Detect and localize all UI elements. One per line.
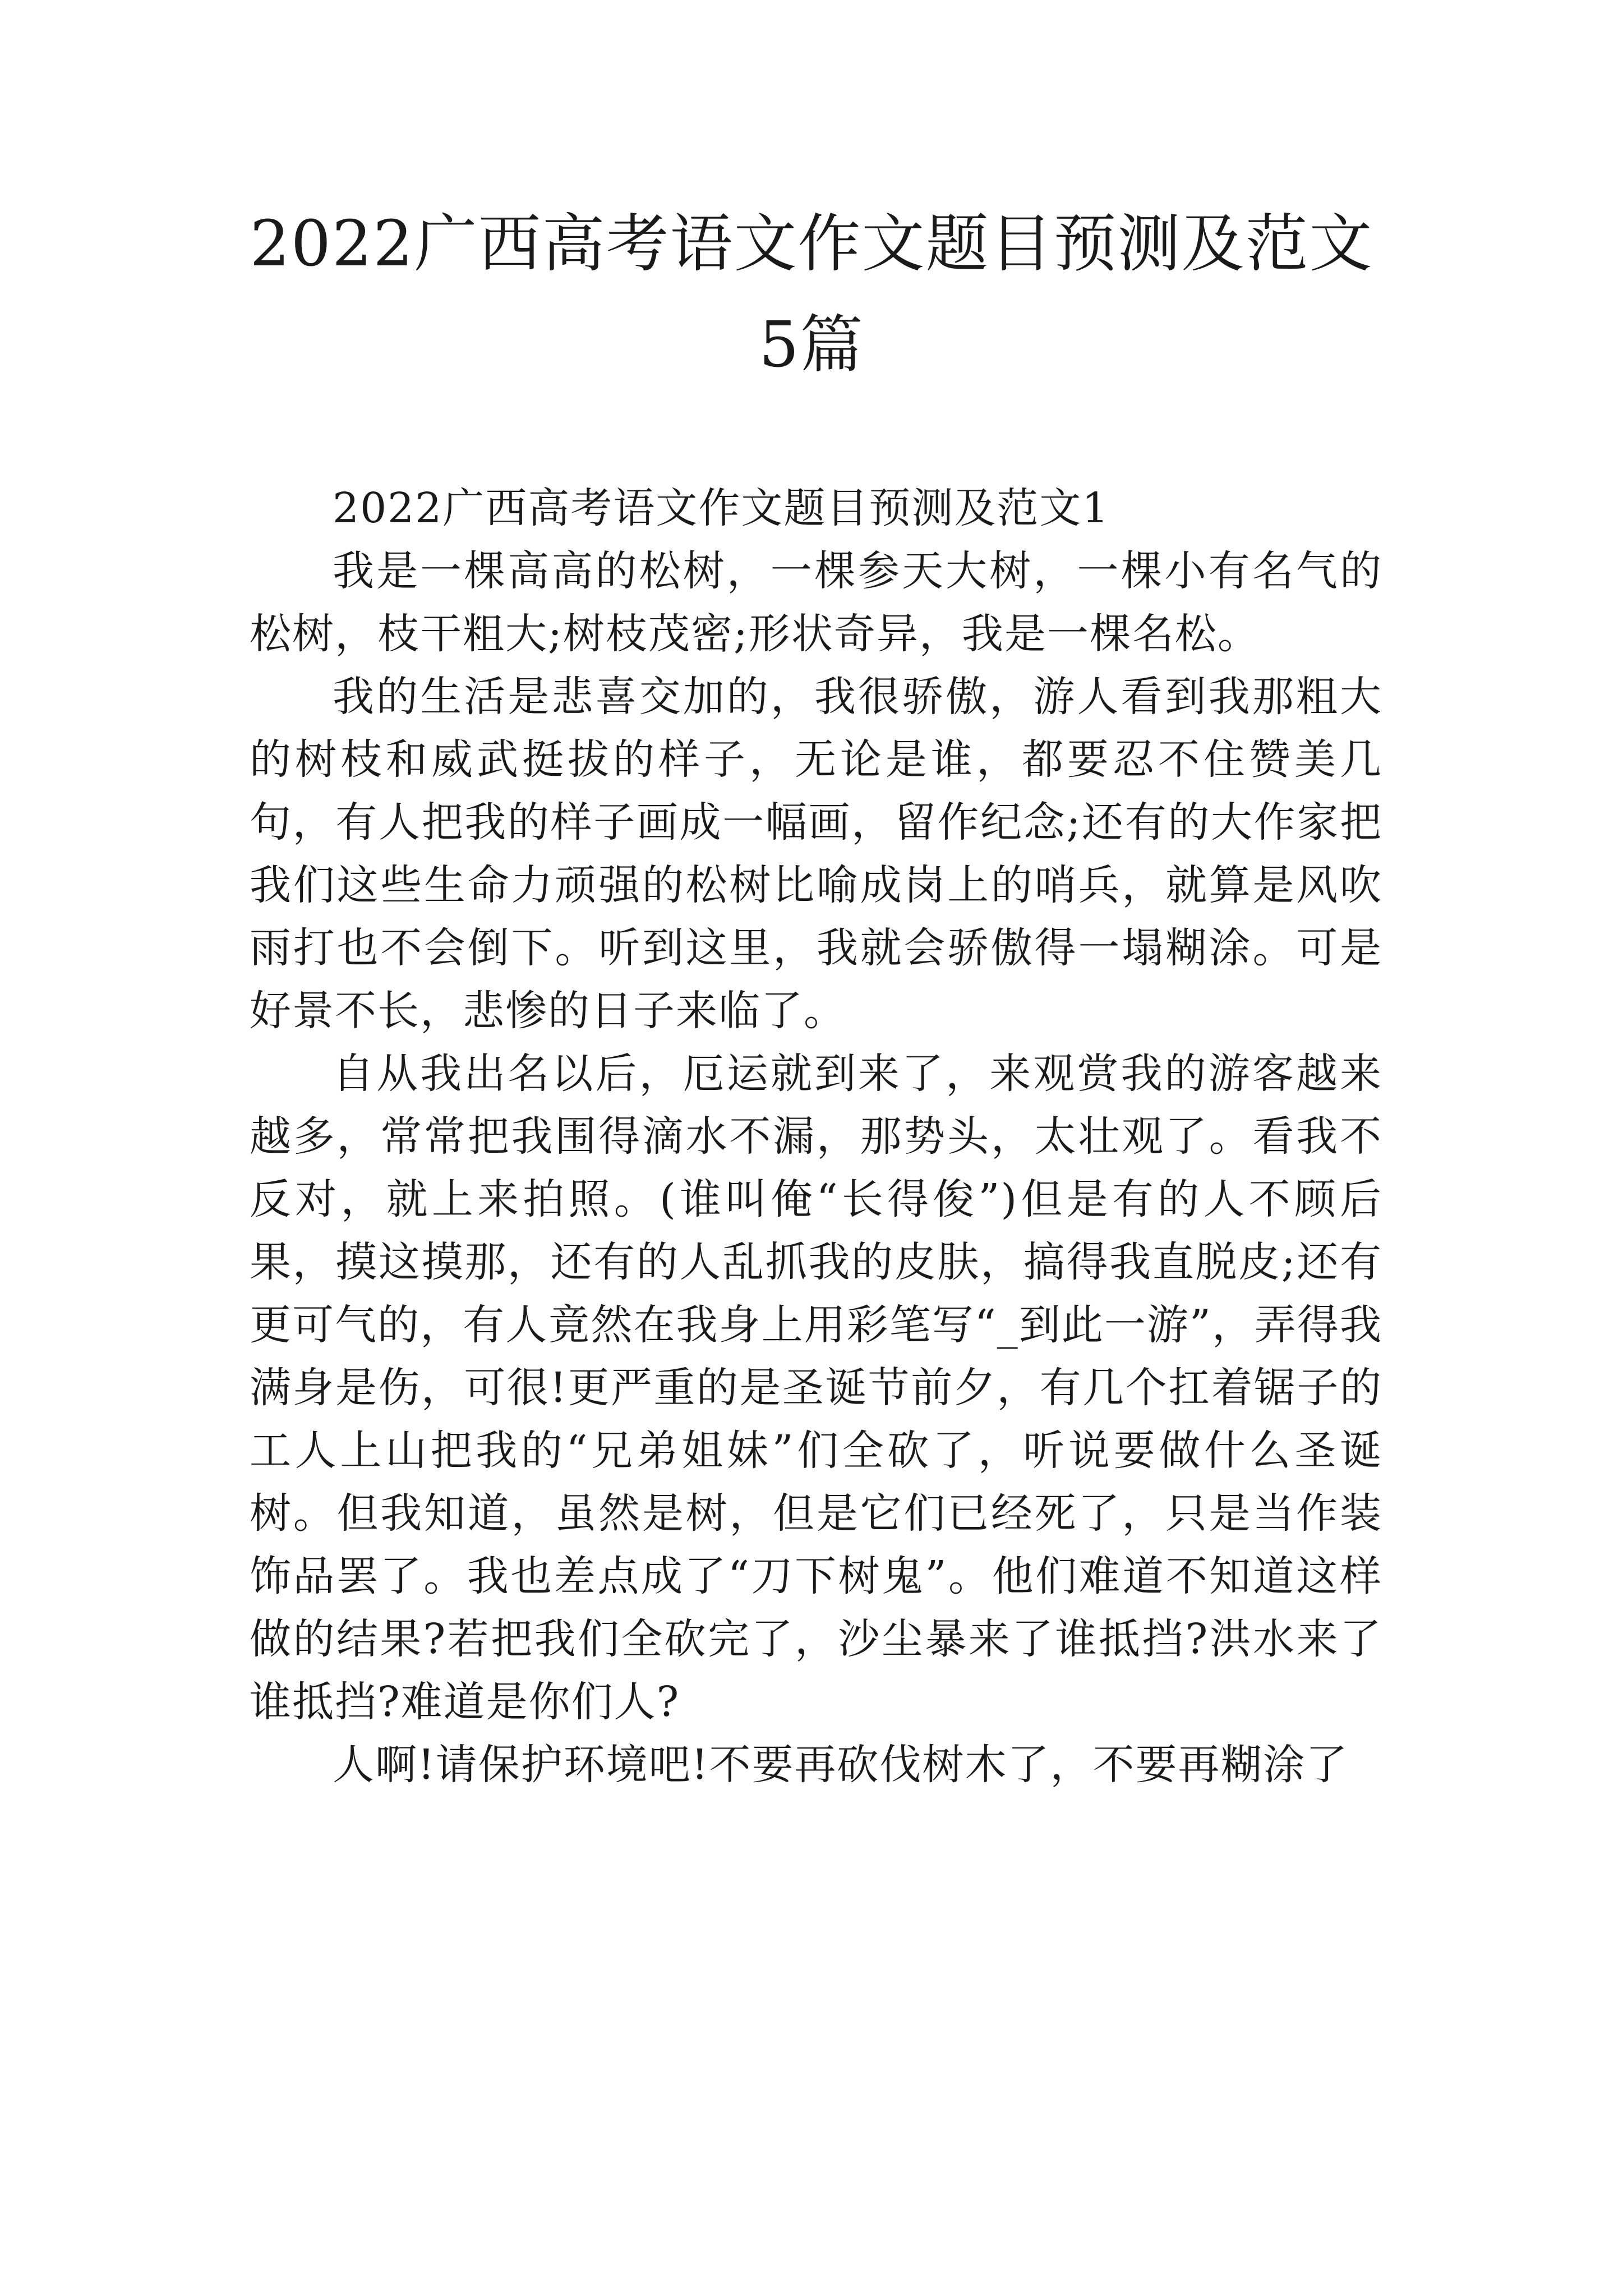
paragraph: 人啊!请保护环境吧!不要再砍伐树木了，不要再糊涂了 — [333, 1741, 1349, 1789]
document-title: 2022广西高考语文作文题目预测及范文5篇 — [250, 208, 1373, 381]
paragraph: 自从我出名以后，厄运就到来了，来观赏我的游客越来越多，常常把我围得滴水不漏，那势头，太壮观了。看我不反对，就上来拍照。(谁叫俺“长得俊”)但是有的人不顾后果，摸这摸那，还有的人乱抓我的皮肤，搞得我直脱皮;还有更可气的，有人竟然在我身上用彩笔写“_到此一游”，弄得我满身是伤，可很!更严重的是圣诞节前夕，有几个扛着锯子的工人上山把我的“兄弟姐妹”们全砍了，听说要做什么圣诞树。但我知道，虽然是树，但是它们已经死了，只是当作装饰品罢了。我也差点成了“刀下树鬼”。他们难道不知道这样做的结果?若把我们全砍完了，沙尘暴来了谁抵挡?洪水来了谁抵挡?难道是你们人? — [250, 1050, 1382, 1726]
section-heading: 2022广西高考语文作文题目预测及范文1 — [333, 484, 1110, 532]
document-body — [250, 477, 1382, 1796]
paragraph: 我的生活是悲喜交加的，我很骄傲，游人看到我那粗大的树枝和威武挺拔的样子，无论是谁，都要忍不住赞美几句，有人把我的样子画成一幅画，留作纪念;还有的大作家把我们这些生命力顽强的松树比喻成岗上的哨兵，就算是风吹雨打也不会倒下。听到这里，我就会骄傲得一塌糊涂。可是好景不长，悲惨的日子来临了。 — [250, 673, 1382, 1035]
paragraph: 我是一棵高高的松树，一棵参天大树，一棵小有名气的松树，枝干粗大;树枝茂密;形状奇异，我是一棵名松。 — [250, 547, 1382, 658]
